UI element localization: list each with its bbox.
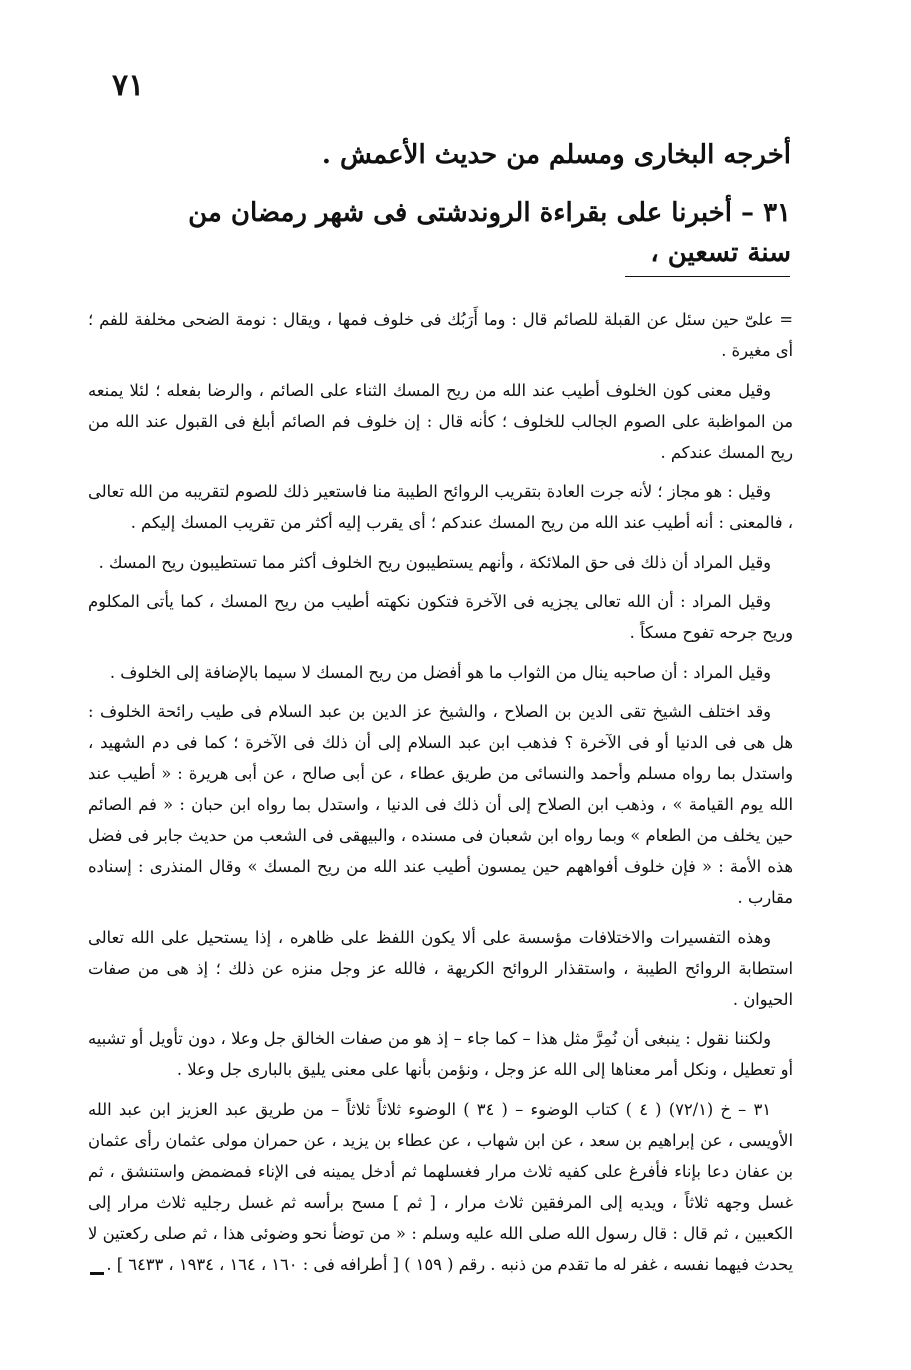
footnote-paragraph: وقد اختلف الشيخ تقى الدين بن الصلاح ، والشيخ عز الدين بن عبد السلام فى طيب رائحة الخلوف : هل هى فى الدنيا أو فى الآخرة ؟ فذهب ابن عبد السلام إلى أن ذلك فى الآخرة ؛ كما فى دم الشهيد ، واستدل بما رواه مسلم وأحمد والنسائى من طريق عطاء ، عن أبى صالح ، عن أبى هريرة : « أطيب عند الله يوم القيامة » ، وذهب ابن الصلاح إلى أن ذلك فى الدنيا ، واستدل بما رواه ابن حبان : « فم الصائم حين يخلف من الطعام » وبما رواه ابن شعبان فى مسنده ، والبيهقى فى الشعب من حديث جابر فى فضل هذه الأمة : « فإن خلوف أفواههم حين يمسون أطيب عند الله من ريح المسك » وقال المنذرى : إسناده مقارب . (88, 702, 793, 907)
footnote-paragraph: = علىّ حين سئل عن القبلة للصائم قال : وما أَرَبُك فى خلوف فمها ، ويقال : نومة الضحى مخلفة للفم ؛ أى مغيرة . (88, 310, 793, 360)
footnotes (88, 304, 793, 1288)
footnote-paragraph: وقيل معنى كون الخلوف أطيب عند الله من ريح المسك الثناء على الصائم ، والرضا بفعله ؛ لئلا يمنعه من المواظبة على الصوم الجالب للخلوف ؛ كأنه قال : إن خلوف فم الصائم أبلغ فى القبول عند الله من ريح المسك عندكم . (88, 380, 793, 462)
footnote-paragraph: وقيل المراد أن ذلك فى حق الملائكة ، وأنهم يستطيبون ريح الخلوف أكثر مما تستطيبون ريح المسك . (98, 552, 771, 572)
footnote-divider (625, 276, 790, 277)
main-text-line: أخرجه البخارى ومسلم من حديث الأعمش . (321, 140, 791, 170)
footnote-paragraph: وقيل المراد : أن صاحبه ينال من الثواب ما هو أفضل من ريح المسك لا سيما بالإضافة إلى الخلوف . (109, 662, 771, 682)
hadith-reference-note: ٣١ – خ (٧٢/١) ( ٤ ) كتاب الوضوء – ( ٣٤ ) الوضوء ثلاثاً ثلاثاً – من طريق عبد العزيز ابن عبد الله الأويسى ، عن إبراهيم بن سعد ، عن ابن شهاب ، عن عطاء بن يزيد ، عن حمران مولى عثمان رأى عثمان بن عفان دعا بإناء فأفرغ على كفيه ثلاث مرار فغسلهما ثم أدخل يمينه فى الإناء فمضمض واستنشق ، ثم غسل وجهه ثلاثاً ، ويديه إلى المرفقين ثلاث مرار ، [ ثم ] مسح برأسه ثم غسل رجليه ثلاث مرار إلى الكعبين ، ثم قال : قال رسول الله صلى الله عليه وسلم : « من توضأ نحو وضوئى هذا ، ثم صلى ركعتين لا يحدث فيهما نفسه ، غفر له ما تقدم من ذنبه . رقم ( ١٥٩ ) [ أطرافه فى : ١٦٠ ، ١٦٤ ، ١٩٣٤ ، ٦٤٣٣ ] . (88, 1099, 793, 1274)
page-number: ٧١ (112, 68, 145, 103)
footnote-paragraph: ولكننا نقول : ينبغى أن نُمِرَّ مثل هذا – كما جاء – إذ هو من صفات الخالق جل وعلا ، دون تأويل أو تشبيه أو تعطيل ، ونكل أمر معناها إلى الله عز وجل ، ونؤمن بأنها على معنى يليق بالبارى جل وعلا . (88, 1029, 793, 1079)
footnote-paragraph: وقيل المراد : أن الله تعالى يجزيه فى الآخرة فتكون نكهته أطيب من ريح المسك ، كما يأتى المكلوم وريح جرحه تفوح مسكاً . (88, 592, 793, 642)
footnote-paragraph: وقيل : هو مجاز ؛ لأنه جرت العادة بتقريب الروائح الطيبة منا فاستعير ذلك للصوم لتقريبه من الله تعالى ، فالمعنى : أنه أطيب عند الله من ريح المسك عندكم ؛ أى يقرب إليه أكثر من تقريب المسك إليكم . (88, 482, 793, 532)
continuation-mark (90, 1272, 104, 1275)
hadith-chain-line: ٣١ – أخبرنا على بقراءة الروندشتى فى شهر رمضان من سنة تسعين ، (188, 198, 791, 268)
footnote-paragraph: وهذه التفسيرات والاختلافات مؤسسة على ألا يكون اللفظ على ظاهره ، إذا يستحيل على الله تعالى استطابة الروائح الطيبة ، واستقذار الروائح الكريهة ، فالله عز وجل منزه عن ذلك ؛ إذ هى من صفات الحيوان . (88, 927, 793, 1009)
